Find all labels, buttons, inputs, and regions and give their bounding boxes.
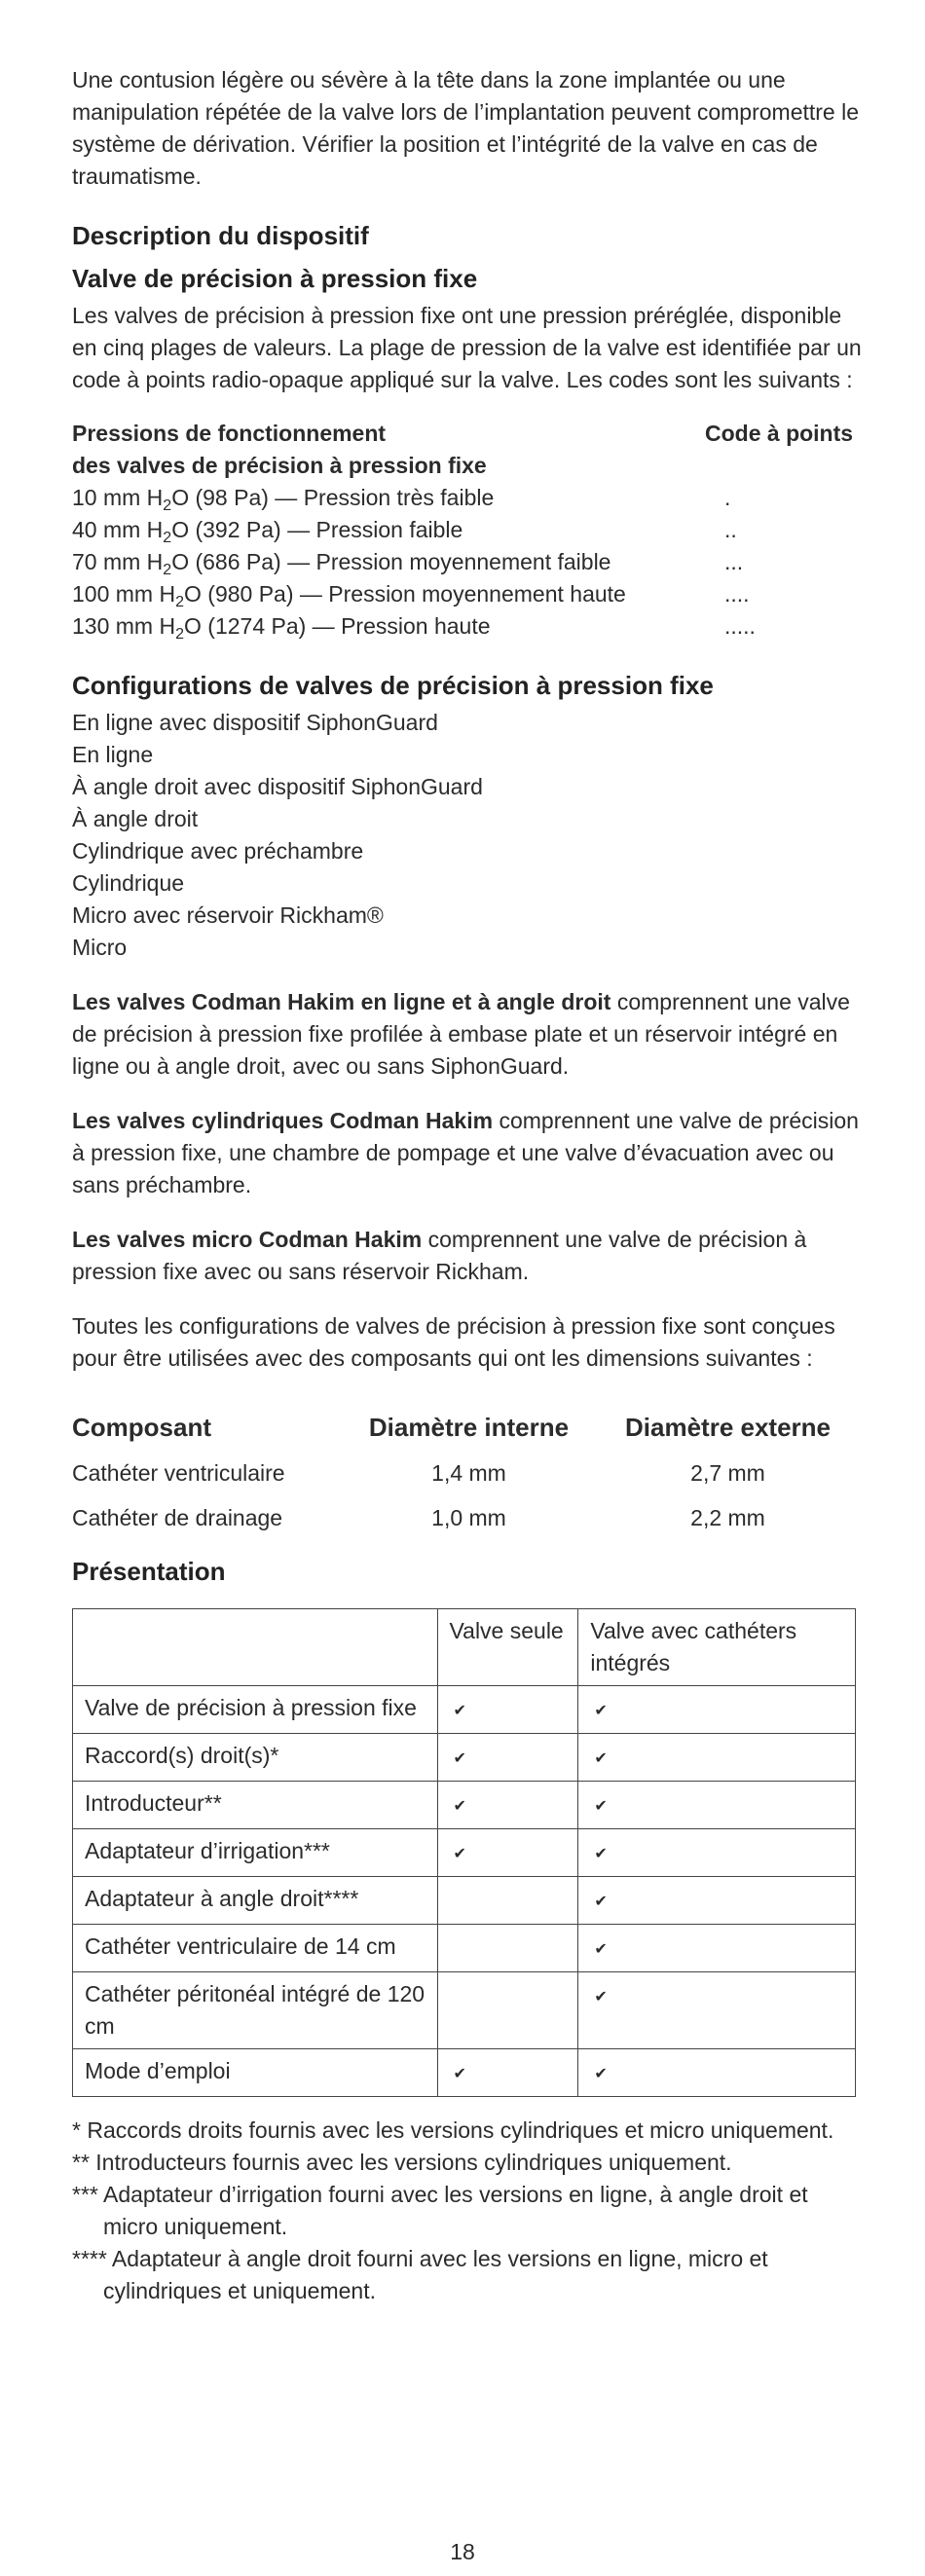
checkmark-icon: ✔ <box>594 1941 608 1958</box>
config-item: À angle droit avec dispositif SiphonGuard <box>72 774 483 799</box>
pres-valve-cell <box>437 1925 578 1972</box>
pres-kit-cell <box>578 1686 856 1734</box>
config-item: Micro <box>72 935 128 960</box>
presentation-title: Présentation <box>72 1557 226 1586</box>
checkmark-icon: ✔ <box>453 1750 466 1767</box>
checkmark-icon: ✔ <box>453 2066 466 2082</box>
pres-valve-cell <box>437 1734 578 1782</box>
pressure-label: 10 mm $H_2O$ (98 Pa) — Pression très faible <box>72 485 495 514</box>
pres-row <box>73 1925 856 1972</box>
pressure-label: 130 mm $H_2O$ (1274 Pa) — Pression haute <box>72 613 491 643</box>
pres-item-label: Cathéter ventriculaire de 14 cm <box>73 1925 438 1972</box>
pressure-header-code: Code à points <box>705 421 854 446</box>
comp-cell: Cathéter de drainage <box>72 1505 283 1530</box>
pres-item-label: Cathéter péritonéal intégré de 120 cm <box>73 1972 438 2049</box>
checkmark-icon: ✔ <box>453 1846 466 1862</box>
pressure-header-line1: Pressions de fonctionnement <box>72 421 387 446</box>
pres-kit-cell <box>578 2049 856 2097</box>
config-item: Cylindrique avec préchambre <box>72 838 364 864</box>
footnote: * Raccords droits fournis avec les versions cylindriques et micro uniquement. <box>72 2117 834 2143</box>
config-list <box>72 707 863 964</box>
config-item: En ligne <box>72 742 154 767</box>
pres-valve-cell <box>437 1877 578 1925</box>
comp-cell: Cathéter ventriculaire <box>72 1460 285 1486</box>
comp-cell: 2,2 mm <box>690 1505 765 1530</box>
pres-valve-cell <box>437 2049 578 2097</box>
pres-item-label: Raccord(s) droit(s)* <box>73 1734 438 1782</box>
pressure-row <box>72 578 863 610</box>
pres-kit-cell <box>578 1782 856 1829</box>
para-all-configs: Toutes les configurations de valves de précision à pression fixe sont conçues pour être utilisées avec des composants qui ont les dimensions suivantes : <box>72 1313 835 1371</box>
presentation-table <box>72 1608 856 2097</box>
pressure-row <box>72 610 863 643</box>
pres-item-label: Valve de précision à pression fixe <box>73 1686 438 1734</box>
para-inline: Les valves Codman Hakim en ligne et à angle droit comprennent une valve de précision à pression fixe profilée à embase plate et un réservoir intégré en ligne ou à angle droit, avec ou sans SiphonGuard. <box>72 989 850 1079</box>
pres-valve-cell <box>437 1686 578 1734</box>
comp-cell: 1,4 mm <box>431 1460 506 1486</box>
pressure-label: 40 mm $H_2O$ (392 Pa) — Pression faible <box>72 517 463 546</box>
config-item: En ligne avec dispositif SiphonGuard <box>72 710 438 735</box>
components-table <box>72 1404 863 1540</box>
para-cylindrical: Les valves cylindriques Codman Hakim comprennent une valve de précision à pression fixe, une chambre de pompage et une valve d’évacuation avec ou sans préchambre. <box>72 1108 859 1197</box>
pres-row <box>73 1972 856 2049</box>
pres-row <box>73 1877 856 1925</box>
pressure-row <box>72 546 863 578</box>
subsection-title: Valve de précision à pression fixe <box>72 264 478 293</box>
checkmark-icon: ✔ <box>453 1798 466 1815</box>
pressure-row <box>72 482 863 514</box>
pres-item-label: Mode d’emploi <box>73 2049 438 2097</box>
section-title: Description du dispositif <box>72 221 369 250</box>
pres-item-label: Adaptateur à angle droit**** <box>73 1877 438 1925</box>
checkmark-icon: ✔ <box>594 1846 608 1862</box>
comp-header-outer: Diamètre externe <box>625 1413 831 1442</box>
pres-header-kit: Valve avec cathéters intégrés <box>578 1609 856 1686</box>
pres-kit-cell <box>578 1829 856 1877</box>
page-number: 18 <box>450 2539 475 2564</box>
pressure-table <box>72 418 863 643</box>
config-item: Cylindrique <box>72 870 185 896</box>
checkmark-icon: ✔ <box>594 1750 608 1767</box>
pres-valve-cell <box>437 1972 578 2049</box>
footnote: *** Adaptateur d’irrigation fourni avec les versions en ligne, à angle droit et micro uniquement. <box>72 2182 808 2239</box>
pres-item-label: Adaptateur d’irrigation*** <box>73 1829 438 1877</box>
comp-header-inner: Diamètre interne <box>368 1413 570 1442</box>
pressure-header-line2: des valves de précision à pression fixe <box>72 453 487 478</box>
checkmark-icon: ✔ <box>594 1989 608 2006</box>
pres-header-valve: Valve seule <box>437 1609 578 1686</box>
checkmark-icon: ✔ <box>594 1894 608 1910</box>
pressure-label: 100 mm $H_2O$ (980 Pa) — Pression moyennement haute <box>72 581 626 610</box>
intro-paragraph: Une contusion légère ou sévère à la tête dans la zone implantée ou une manipulation répétée de la valve lors de l’implantation peuvent compromettre le système de dérivation. Vérifier la position et l’intégrité de la valve en cas de traumatisme. <box>72 67 860 189</box>
pres-row <box>73 1686 856 1734</box>
pressure-row <box>72 514 863 546</box>
pres-valve-cell <box>437 1829 578 1877</box>
pres-kit-cell <box>578 1734 856 1782</box>
pres-row <box>73 2049 856 2097</box>
page-content <box>72 64 863 2307</box>
dot-code: .. <box>724 517 737 542</box>
comp-cell: 2,7 mm <box>690 1460 765 1486</box>
description-paragraph: Les valves de précision à pression fixe ont une pression préréglée, disponible en cinq plages de valeurs. La plage de pression de la valve est identifiée par un code à points radio-opaque appliqué sur la valve. Les codes sont les suivants : <box>72 303 862 392</box>
dot-code: . <box>724 485 731 510</box>
pres-row <box>73 1829 856 1877</box>
footnote: ** Introducteurs fournis avec les versions cylindriques uniquement. <box>72 2150 732 2175</box>
footnote: **** Adaptateur à angle droit fourni avec les versions en ligne, micro et cylindriques et uniquement. <box>72 2246 768 2303</box>
dot-code: .... <box>724 581 750 607</box>
config-item: À angle droit <box>72 806 199 831</box>
dot-code: ... <box>724 549 744 574</box>
pres-kit-cell <box>578 1972 856 2049</box>
pres-item-label: Introducteur** <box>73 1782 438 1829</box>
pres-kit-cell <box>578 1925 856 1972</box>
pressure-label: 70 mm $H_2O$ (686 Pa) — Pression moyennement faible <box>72 549 611 578</box>
checkmark-icon: ✔ <box>594 1798 608 1815</box>
para-micro: Les valves micro Codman Hakim comprennent une valve de précision à pression fixe avec ou sans réservoir Rickham. <box>72 1227 807 1284</box>
checkmark-icon: ✔ <box>453 1703 466 1719</box>
pres-kit-cell <box>578 1877 856 1925</box>
pres-row <box>73 1782 856 1829</box>
config-title: Configurations de valves de précision à pression fixe <box>72 671 714 700</box>
checkmark-icon: ✔ <box>594 2066 608 2082</box>
pres-row <box>73 1734 856 1782</box>
footnotes <box>72 2115 863 2307</box>
pres-valve-cell <box>437 1782 578 1829</box>
dot-code: ..... <box>724 613 756 639</box>
checkmark-icon: ✔ <box>594 1703 608 1719</box>
config-item: Micro avec réservoir Rickham® <box>72 902 384 928</box>
comp-header-component: Composant <box>72 1413 211 1442</box>
pres-header-empty <box>73 1609 438 1686</box>
comp-cell: 1,0 mm <box>431 1505 506 1530</box>
